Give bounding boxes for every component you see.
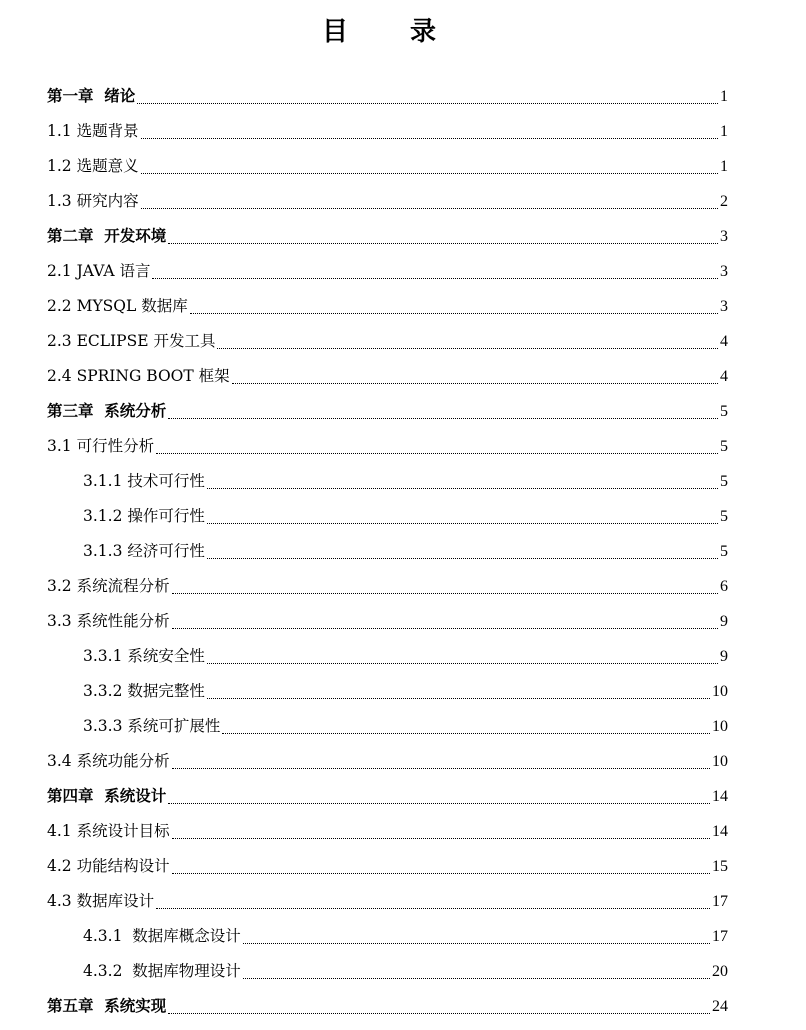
toc-entry-page-number: 14 — [712, 788, 728, 805]
toc-entry-label: 第二章 开发环境 — [47, 227, 167, 245]
dot-leader — [207, 558, 718, 559]
dot-leader — [168, 418, 718, 419]
dot-leader — [172, 628, 718, 629]
dot-leader — [172, 768, 710, 769]
toc-entry-label: 1.2 选题意义 — [47, 157, 139, 175]
toc-entry[interactable] — [0, 989, 806, 1024]
toc-entry-label: 3.1 可行性分析 — [47, 437, 155, 455]
toc-entry-page-number: 9 — [720, 613, 728, 630]
toc-entry[interactable] — [0, 639, 806, 674]
toc-entry-page-number: 1 — [720, 123, 728, 140]
toc-entry[interactable] — [0, 604, 806, 639]
toc-entry-label: 3.1.3 经济可行性 — [83, 542, 205, 560]
toc-entry-page-number: 10 — [712, 718, 728, 735]
toc-entry[interactable] — [0, 429, 806, 464]
toc-entry[interactable] — [0, 324, 806, 359]
toc-entry-page-number: 10 — [712, 753, 728, 770]
toc-entry[interactable] — [0, 184, 806, 219]
toc-entry[interactable] — [0, 849, 806, 884]
toc-entry[interactable] — [0, 79, 806, 114]
toc-entry-label: 4.3 数据库设计 — [47, 892, 155, 910]
toc-title: 目 录 — [321, 17, 454, 47]
toc-entry-page-number: 17 — [712, 893, 728, 910]
dot-leader — [141, 138, 718, 139]
toc-entry-label: 第五章 系统实现 — [47, 997, 167, 1015]
toc-entry-label: 3.3.3 系统可扩展性 — [83, 717, 221, 735]
toc-entry[interactable] — [0, 674, 806, 709]
toc-entry-page-number: 24 — [712, 998, 728, 1015]
dot-leader — [190, 313, 718, 314]
toc-entry-page-number: 4 — [720, 368, 728, 385]
toc-entry-label: 第三章 系统分析 — [47, 402, 167, 420]
dot-leader — [207, 663, 718, 664]
toc-entry[interactable] — [0, 709, 806, 744]
dot-leader — [156, 453, 718, 454]
dot-leader — [168, 803, 710, 804]
toc-entry-page-number: 9 — [720, 648, 728, 665]
toc-entry-label: 2.2 MYSQL 数据库 — [47, 297, 188, 315]
dot-leader — [243, 978, 710, 979]
toc-entry-page-number: 3 — [720, 298, 728, 315]
dot-leader — [172, 873, 710, 874]
toc-entry[interactable] — [0, 114, 806, 149]
dot-leader — [232, 383, 718, 384]
toc-entry-label: 4.3.1 数据库概念设计 — [83, 927, 241, 945]
toc-entry[interactable] — [0, 779, 806, 814]
toc-entry-page-number: 5 — [720, 473, 728, 490]
toc-entry-label: 4.1 系统设计目标 — [47, 822, 170, 840]
toc-entry-page-number: 6 — [720, 578, 728, 595]
dot-leader — [243, 943, 710, 944]
dot-leader — [217, 348, 718, 349]
toc-entry-label: 2.4 SPRING BOOT 框架 — [47, 367, 230, 385]
dot-leader — [172, 593, 718, 594]
toc-entry-label: 3.1.1 技术可行性 — [83, 472, 205, 490]
dot-leader — [207, 523, 718, 524]
toc-entry-page-number: 5 — [720, 438, 728, 455]
toc-entry-page-number: 1 — [720, 88, 728, 105]
toc-entry-label: 4.2 功能结构设计 — [47, 857, 170, 875]
toc-entry[interactable] — [0, 219, 806, 254]
toc-entry-label: 3.3.1 系统安全性 — [83, 647, 205, 665]
dot-leader — [172, 838, 710, 839]
toc-entry-label: 4.3.2 数据库物理设计 — [83, 962, 241, 980]
toc-entry[interactable] — [0, 744, 806, 779]
toc-entry[interactable] — [0, 884, 806, 919]
toc-entry-page-number: 3 — [720, 263, 728, 280]
toc-entry[interactable] — [0, 149, 806, 184]
toc-entry-page-number: 14 — [712, 823, 728, 840]
toc-entry-page-number: 10 — [712, 683, 728, 700]
toc-entry-label: 1.3 研究内容 — [47, 192, 139, 210]
toc-entry-page-number: 15 — [712, 858, 728, 875]
dot-leader — [141, 208, 718, 209]
toc-entry[interactable] — [0, 289, 806, 324]
toc-entry[interactable] — [0, 569, 806, 604]
toc-entry-label: 2.3 ECLIPSE 开发工具 — [47, 332, 216, 350]
toc-entry[interactable] — [0, 394, 806, 429]
toc-entry-label: 第四章 系统设计 — [47, 787, 167, 805]
toc-entry-label: 1.1 选题背景 — [47, 122, 139, 140]
dot-leader — [152, 278, 718, 279]
toc-entry-label: 3.4 系统功能分析 — [47, 752, 170, 770]
toc-entry-page-number: 4 — [720, 333, 728, 350]
toc-list — [0, 79, 806, 1024]
toc-entry-label: 3.2 系统流程分析 — [47, 577, 170, 595]
toc-entry-page-number: 5 — [720, 508, 728, 525]
dot-leader — [207, 698, 710, 699]
dot-leader — [137, 103, 718, 104]
toc-entry-label: 第一章 绪论 — [47, 87, 136, 105]
toc-entry[interactable] — [0, 814, 806, 849]
toc-entry-page-number: 5 — [720, 543, 728, 560]
toc-entry-page-number: 17 — [712, 928, 728, 945]
toc-entry[interactable] — [0, 534, 806, 569]
toc-entry-page-number: 2 — [720, 193, 728, 210]
toc-entry[interactable] — [0, 499, 806, 534]
toc-entry-page-number: 5 — [720, 403, 728, 420]
toc-entry-label: 3.3.2 数据完整性 — [83, 682, 205, 700]
toc-entry-label: 2.1 JAVA 语言 — [47, 262, 151, 280]
dot-leader — [156, 908, 710, 909]
dot-leader — [222, 733, 710, 734]
toc-entry[interactable] — [0, 359, 806, 394]
dot-leader — [168, 1013, 710, 1014]
toc-entry-label: 3.3 系统性能分析 — [47, 612, 170, 630]
toc-entry[interactable] — [0, 954, 806, 989]
dot-leader — [168, 243, 718, 244]
toc-entry[interactable] — [0, 254, 806, 289]
toc-entry-page-number: 1 — [720, 158, 728, 175]
toc-entry-page-number: 20 — [712, 963, 728, 980]
toc-entry[interactable] — [0, 464, 806, 499]
toc-entry-page-number: 3 — [720, 228, 728, 245]
dot-leader — [207, 488, 718, 489]
toc-entry-label: 3.1.2 操作可行性 — [83, 507, 205, 525]
toc-entry[interactable] — [0, 919, 806, 954]
dot-leader — [141, 173, 718, 174]
